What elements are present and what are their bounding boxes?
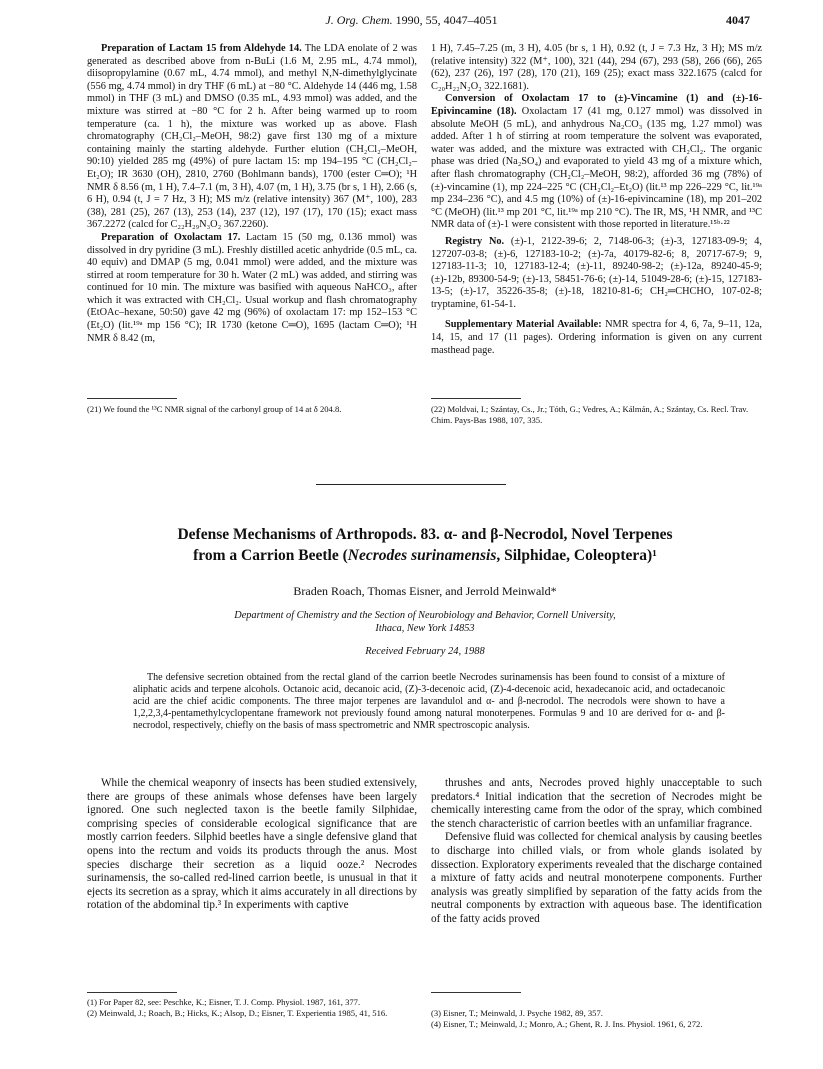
body-paragraph: thrushes and ants, Necrodes proved highly unacceptable to such predators.⁴ Initial indication that the secretion of Necrodes might be chemically interesting came from the odor of the spray, which combined the stench characteristic of carrion beetles with an unfamiliar fragrance. — [431, 777, 762, 830]
bottom-footnotes-left — [87, 997, 417, 1018]
paragraph-heading: Preparation of Oxolactam 17. — [101, 231, 241, 243]
paragraph-registry — [431, 236, 762, 312]
abstract — [133, 672, 725, 732]
footnote-text: (22) Moldvai, I.; Szántay, Cs., Jr.; Tóth, G.; Vedres, A.; Kálmán, A.; Szántay, Cs. Recl. Trav. Chim. Pays-Bas 1988, 107, 335. — [431, 404, 749, 425]
paragraph-vincamine — [431, 93, 762, 232]
footnote-text: (21) We found the ¹³C NMR signal of the carbonyl group of 14 at δ 204.8. — [87, 404, 342, 414]
paragraph-heading: Preparation of Lactam 15 from Aldehyde 14. — [101, 43, 302, 54]
footnote-4: (4) Eisner, T.; Meinwald, J.; Monro, A.; Ghent, R. J. Ins. Physiol. 1961, 6, 272. — [431, 1018, 703, 1029]
citation: 1990, 55, 4047–4051 — [395, 13, 498, 27]
experimental-right-column — [431, 43, 762, 357]
page-number: 4047 — [726, 13, 750, 27]
body-paragraph: While the chemical weaponry of insects has been studied extensively, there are groups of these animals whose defenses have been largely ignored. One such neglected taxon is the beetle family Silphidae, comprising species of considerable ecological significance that are mostly carrion feeders. Silphid beetles have a single defensive gland that opens into the rectum and voids its products through the anus. Most species discharge their secretion as a liquid ooze.² Necrodes surinamensis, the so-called red-lined carrion beetle, is unusual in that it ejects its secretion as a spray, which it aims accurately in all directions by rotation of the abdominal tip.³ In experiments with captive — [87, 777, 417, 912]
footnote-22 — [431, 404, 762, 425]
affiliation-line: Department of Chemistry and the Section of Neurobiology and Behavior, Cornell University, — [234, 610, 616, 621]
title-line-2 — [87, 545, 763, 566]
paragraph-heading: Conversion of Oxolactam 17 to (±)-Vincamine (1) and (±)-16-Epivincamine (18). — [431, 93, 762, 117]
title-line-1: Defense Mechanisms of Arthropods. 83. α- and β-Necrodol, Novel Terpenes — [177, 526, 673, 543]
body-left-column — [87, 777, 417, 913]
received-date: Received February 24, 1988 — [365, 646, 485, 657]
affiliation-line: Ithaca, New York 14853 — [375, 623, 475, 634]
bottom-footnotes-right — [431, 1008, 762, 1029]
experimental-left-column — [87, 43, 417, 345]
title-species: Necrodes surinamensis — [347, 547, 497, 564]
journal-name: J. Org. Chem. — [325, 13, 393, 27]
paragraph-oxolactam-17 — [87, 232, 417, 345]
footnote-3: (3) Eisner, T.; Meinwald, J. Psyche 1982, 89, 357. — [431, 1008, 603, 1018]
paragraph-continued: 1 H), 7.45–7.25 (m, 3 H), 4.05 (br s, 1 H), 0.92 (t, J = 7.3 Hz, 3 H); MS m/z (relative intensity) 322 (M⁺, 100), 321 (44), 294 (67), 293 (58), 266 (66), 265 (62), 237 (26), 197 (28), 170 (21), 169 (25); exact mass 322.1675 (calcd for C₂₀H₂₂N₂O₂ 322.1681). — [431, 43, 762, 92]
affiliation — [87, 609, 763, 635]
paragraph-text: The LDA enolate of 2 was generated as described above from n-BuLi (1.6 M, 2.95 mL, 4.74 mmol), diisopropylamine (0.67 mL, 4.74 mmol), and methyl N,N-dimethylglycinate (556 mg, 4.74 mmol) in dry THF (6 mL) at −80 °C. Aldehyde 14 (446 mg, 1.58 mmol) in THF (3 mL) and DMSO (0.35 mL, 4.93 mmol) was added, and the mixture was stirred at −80 °C for 2 h. After being warmed up to room temperature (ca. 1 h), the mixture was worked up as above. Flash chromatography (CH₂Cl₂–MeOH, 98:2) gave first 130 mg of a mixture containing mainly the starting aldehyde. Further elution (CH₂Cl₂–MeOH, 90:10) yielded 285 mg (49%) of pure lactam 15: mp 194–195 °C (CH₂Cl₂–Et₂O); IR 3630 (OH), 2810, 2760 (Bohlmann bands), 1700 (ester C═O); ¹H NMR δ 8.56 (m, 1 H), 7.4–7.1 (m, 3 H), 4.07 (m, 1 H), 3.75 (br s, 1 H), 2.66 (s, 6 H), 0.94 (t, J = 7 Hz, 3 H); MS m/z (relative intensity) 367 (M⁺, 100), 283 (38), 281 (25), 267 (13), 253 (14), 237 (12), 197 (17), 170 (15); exact mass 367.2272 (calcd for C₂₂H₂₉N₃O₂ 367.2260). — [87, 43, 417, 231]
footnote-1: (1) For Paper 82, see: Peschke, K.; Eisner, T. J. Comp. Physiol. 1987, 161, 377. — [87, 997, 361, 1007]
paragraph-text: (±)-1, 2122-39-6; 2, 7148-06-3; (±)-3, 127183-09-9; 4, 127207-03-8; (±)-6, 127183-10-2; (±)-7a, 40179-82-6; 8, 20717-67-9; 9, 127183-11-3; 10, 127183-12-4; (±)-11, 89240-98-2; (±)-12a, 89240-45-9; (±)-12b, 89300-54-9; (±)-13, 58451-76-6; (±)-14, 51049-28-6; (±)-15, 127183-13-5; (±)-17, 35226-35-8; (±)-18, 18210-81-6; CH₂═CHCHO, 107-02-8; tryptamine, 61-54-1. — [431, 235, 762, 310]
footnote-divider — [87, 398, 177, 399]
article-title — [87, 524, 763, 566]
footnote-divider — [431, 398, 521, 399]
abstract-text: The defensive secretion obtained from the rectal gland of the carrion beetle Necrodes surinamensis has been found to consist of a mixture of aliphatic acids and terpene alcohols. Octanoic acid, decanoic acid, (Z)-3-decenoic acid, (Z)-4-decenoic acid, hexadecanoic acid, and octadecanoic acid are the chief acidic components. The three major terpenes are lavandulol and α- and β-necrodol. The necrodols were shown to have a 1,2,2,3,4-pentamethylcyclopentane framework not previously found among natural monoterpenes. Formulas 9 and 10 are derived for α- and β-necrodol, respectively, chiefly on the basis of mass spectrometric and NMR spectroscopic analysis. — [133, 672, 725, 731]
running-header — [0, 13, 823, 28]
paragraph-text: Oxolactam 17 (41 mg, 0.127 mmol) was dissolved in absolute MeOH (5 mL), and anhydrous Na₂CO₃ (135 mg, 1.27 mmol) was added. After 1 h of stirring at room temperature the solvent was evaporated, water was added, and the mixture was extracted with CH₂Cl₂. The organic phase was dried (Na₂SO₄) and evaporated to yield 43 mg of a mixture which, after flash chromatography (CH₂Cl₂–MeOH, 98:2), afforded 36 mg (78%) of (±)-vincamine (1), mp 224–225 °C (CH₂Cl₂–Et₂O) (lit.¹³ mp 226–229 °C, lit.¹⁹ᵃ mp 234–236 °C), and 4.5 mg (10%) of (±)-16-epivincamine (18), mp 201–202 °C (MeOH) (lit.¹³ mp 201 °C, lit.¹⁹ᵃ mp 210 °C). The IR, MS, ¹H NMR, and ¹³C NMR data of (±)-1 were consistent with those reported in literature.¹⁵ᵇ·²² — [431, 105, 762, 231]
title-part: from a Carrion Beetle ( — [193, 547, 348, 564]
paragraph-supplementary — [431, 319, 762, 357]
body-right-column — [431, 777, 762, 927]
paragraph-lactam-15 — [87, 43, 417, 232]
footnote-21 — [87, 404, 417, 415]
footnote-divider — [431, 992, 521, 993]
article-separator — [316, 484, 506, 485]
paragraph-text: Lactam 15 (50 mg, 0.136 mmol) was dissolved in dry pyridine (3 mL). Freshly distilled acetic anhydride (0.5 mL, ca. 40 equiv) and DMAP (5 mg, 0.041 mmol) were added, and the mixture was stirred at room temperature for 30 h. Water (2 mL) was added, and stirring was continued for 10 min. The mixture was basified with aqueous NaHCO₃, after which it was extracted with CH₂Cl₂. Usual workup and flash chromatography (EtOAc–hexane, 50:50) gave 42 mg (96%) of oxolactam 17: mp 152–153 °C (Et₂O) (lit.¹⁹ᵃ mp 156 °C); IR 1730 (ketone C═O), 1695 (lactam C═O); ¹H NMR δ 8.42 (m, — [87, 231, 417, 344]
body-paragraph: Defensive fluid was collected for chemical analysis by causing beetles to discharge into chilled vials, or from whole glands isolated by dissection. Exploratory experiments revealed that the discharge contained a mixture of fatty acids and neutral monoterpene components. Further analysis was greatly simplified by separation of the fatty acids from the neutral components by extraction with aqueous base. The identification of the fatty acids proved — [431, 831, 762, 925]
paragraph-text: NMR spectra for 4, 6, 7a, 9–11, 12a, 14, 15, and 17 (11 pages). Ordering information is given on any current masthead page. — [431, 319, 762, 356]
footnote-divider — [87, 992, 177, 993]
paragraph-heading: Supplementary Material Available: — [445, 319, 602, 331]
footnote-2: (2) Meinwald, J.; Roach, B.; Hicks, K.; Alsop, D.; Eisner, T. Experientia 1985, 41, 516. — [87, 1007, 388, 1018]
title-part: , Silphidae, Coleoptera)¹ — [496, 547, 657, 564]
paragraph-heading: Registry No. — [445, 235, 505, 247]
author-list: Braden Roach, Thomas Eisner, and Jerrold Meinwald* — [293, 584, 557, 598]
